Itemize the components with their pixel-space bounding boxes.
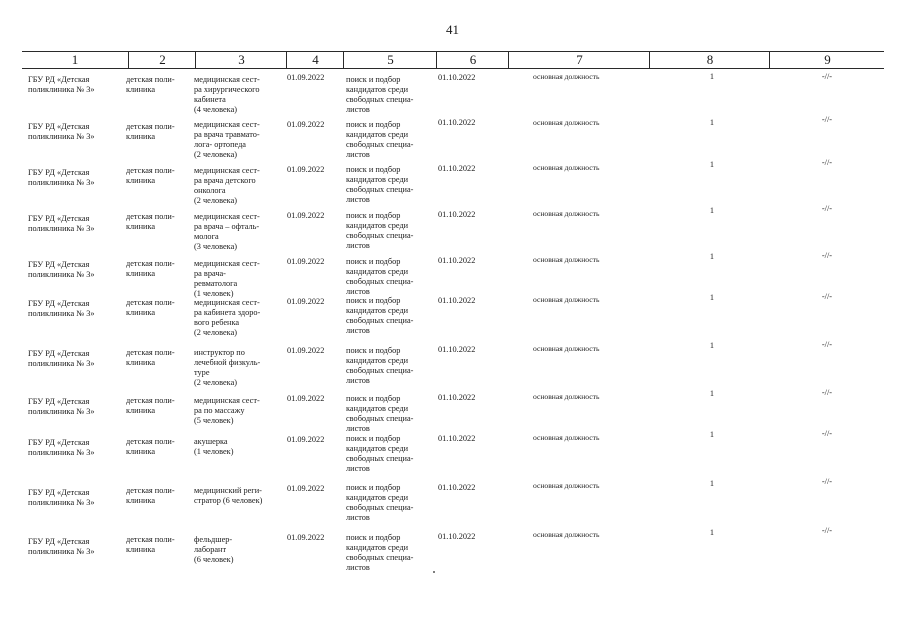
cell-end-date: 01.10.2022 — [438, 118, 476, 127]
cell-activity: поиск и подбор кандидатов среди свободных специа- листов — [346, 120, 414, 159]
cell-job-type: основная должность — [533, 481, 600, 490]
cell-end-date: 01.10.2022 — [438, 296, 476, 305]
cell-note: -//- — [821, 72, 833, 81]
cell-job-type: основная должность — [533, 72, 600, 81]
cell-job-type: основная должность — [533, 295, 600, 304]
cell-end-date: 01.10.2022 — [438, 164, 476, 173]
cell-position: медицинский реги- стратор (6 человек) — [194, 486, 263, 505]
cell-organization: ГБУ РД «Детская поликлиника № 3» — [28, 397, 95, 416]
header-col-5: 5 — [343, 52, 437, 68]
cell-organization: ГБУ РД «Детская поликлиника № 3» — [28, 488, 95, 507]
cell-end-date: 01.10.2022 — [438, 393, 476, 402]
cell-organization: ГБУ РД «Детская поликлиника № 3» — [28, 537, 95, 556]
cell-note: -//- — [821, 115, 833, 124]
cell-note: -//- — [821, 292, 833, 301]
cell-position: медицинская сест- ра по массажу (5 человек) — [194, 396, 260, 425]
cell-start-date: 01.09.2022 — [287, 297, 325, 306]
cell-activity: поиск и подбор кандидатов среди свободных специа- листов — [346, 75, 414, 114]
cell-note: -//- — [821, 204, 833, 213]
cell-count: 1 — [709, 341, 715, 350]
cell-start-date: 01.09.2022 — [287, 73, 325, 82]
cell-count: 1 — [709, 206, 715, 215]
header-col-4: 4 — [286, 52, 344, 68]
cell-position: фельдшер- лаборант (6 человек) — [194, 535, 234, 564]
cell-start-date: 01.09.2022 — [287, 435, 325, 444]
cell-note: -//- — [821, 388, 833, 397]
cell-position: медицинская сест- ра кабинета здоро- вого ребенка (2 человека) — [194, 298, 261, 337]
cell-institution-type: детская поли- клиника — [126, 486, 175, 505]
cell-count: 1 — [709, 72, 715, 81]
cell-start-date: 01.09.2022 — [287, 484, 325, 493]
page-number: 41 — [446, 22, 459, 37]
cell-institution-type: детская поли- клиника — [126, 122, 175, 141]
cell-end-date: 01.10.2022 — [438, 434, 476, 443]
cell-end-date: 01.10.2022 — [438, 532, 476, 541]
cell-institution-type: детская поли- клиника — [126, 396, 175, 415]
cell-end-date: 01.10.2022 — [438, 256, 476, 265]
cell-institution-type: детская поли- клиника — [126, 298, 175, 317]
cell-start-date: 01.09.2022 — [287, 533, 325, 542]
header-col-7: 7 — [508, 52, 650, 68]
cell-count: 1 — [709, 430, 715, 439]
header-col-6: 6 — [436, 52, 509, 68]
cell-activity: поиск и подбор кандидатов среди свободных специа- листов — [346, 296, 414, 335]
cell-position: медицинская сест- ра хирургического кабинета (4 человека) — [194, 75, 260, 114]
cell-position: акушерка (1 человек) — [194, 437, 234, 456]
cell-organization: ГБУ РД «Детская поликлиника № 3» — [28, 75, 95, 94]
cell-institution-type: детская поли- клиника — [126, 75, 175, 94]
cell-count: 1 — [709, 252, 715, 261]
header-col-1: 1 — [71, 52, 79, 67]
cell-count: 1 — [709, 118, 715, 127]
cell-activity: поиск и подбор кандидатов среди свободных специа- листов — [346, 165, 414, 204]
cell-start-date: 01.09.2022 — [287, 257, 325, 266]
cell-institution-type: детская поли- клиника — [126, 535, 175, 554]
cell-note: -//- — [821, 526, 833, 535]
cell-start-date: 01.09.2022 — [287, 394, 325, 403]
cell-job-type: основная должность — [533, 209, 600, 218]
cell-start-date: 01.09.2022 — [287, 165, 325, 174]
cell-position: медицинская сест- ра врача- ревматолога (1 человек) — [194, 259, 260, 298]
cell-end-date: 01.10.2022 — [438, 483, 476, 492]
cell-start-date: 01.09.2022 — [287, 120, 325, 129]
cell-institution-type: детская поли- клиника — [126, 348, 175, 367]
cell-note: -//- — [821, 429, 833, 438]
cell-activity: поиск и подбор кандидатов среди свободных специа- листов — [346, 257, 414, 296]
cell-count: 1 — [709, 293, 715, 302]
cell-job-type: основная должность — [533, 433, 600, 442]
cell-note: -//- — [821, 251, 833, 260]
cell-institution-type: детская поли- клиника — [126, 259, 175, 278]
cell-note: -//- — [821, 477, 833, 486]
cell-start-date: 01.09.2022 — [287, 211, 325, 220]
cell-position: медицинская сест- ра врача детского онколога (2 человека) — [194, 166, 260, 205]
cell-end-date: 01.10.2022 — [438, 345, 476, 354]
cell-organization: ГБУ РД «Детская поликлиника № 3» — [28, 214, 95, 233]
cell-institution-type: детская поли- клиника — [126, 437, 175, 456]
cell-start-date: 01.09.2022 — [287, 346, 325, 355]
header-col-2: 2 — [128, 52, 196, 68]
cell-job-type: основная должность — [533, 255, 600, 264]
cell-note: -//- — [821, 158, 833, 167]
cell-position: инструктор по лечебной физкуль- туре (2 человека) — [194, 348, 261, 387]
header-col-8: 8 — [649, 52, 770, 68]
cell-organization: ГБУ РД «Детская поликлиника № 3» — [28, 168, 95, 187]
cell-count: 1 — [709, 528, 715, 537]
cell-job-type: основная должность — [533, 163, 600, 172]
cell-organization: ГБУ РД «Детская поликлиника № 3» — [28, 122, 95, 141]
cell-position: медицинская сест- ра врача травмато- лога- ортопеда (2 человека) — [194, 120, 260, 159]
cell-end-date: 01.10.2022 — [438, 73, 476, 82]
cell-activity: поиск и подбор кандидатов среди свободных специа- листов — [346, 211, 414, 250]
cell-activity: поиск и подбор кандидатов среди свободных специа- листов — [346, 346, 414, 385]
cell-position: медицинская сест- ра врача – офталь- молога (3 человека) — [194, 212, 260, 251]
cell-organization: ГБУ РД «Детская поликлиника № 3» — [28, 260, 95, 279]
cell-institution-type: детская поли- клиника — [126, 166, 175, 185]
cell-job-type: основная должность — [533, 392, 600, 401]
cell-count: 1 — [709, 479, 715, 488]
header-col-9: 9 — [769, 52, 885, 68]
cell-job-type: основная должность — [533, 118, 600, 127]
cell-count: 1 — [709, 389, 715, 398]
header-col-3: 3 — [195, 52, 287, 68]
cell-note: -//- — [821, 340, 833, 349]
cell-activity: поиск и подбор кандидатов среди свободных специа- листов — [346, 394, 414, 433]
cell-count: 1 — [709, 160, 715, 169]
cell-institution-type: детская поли- клиника — [126, 212, 175, 231]
cell-organization: ГБУ РД «Детская поликлиника № 3» — [28, 349, 95, 368]
cell-organization: ГБУ РД «Детская поликлиника № 3» — [28, 299, 95, 318]
cell-activity: поиск и подбор кандидатов среди свободных специа- листов — [346, 533, 414, 572]
cell-organization: ГБУ РД «Детская поликлиника № 3» — [28, 438, 95, 457]
scan-speck — [433, 571, 435, 573]
cell-job-type: основная должность — [533, 344, 600, 353]
cell-job-type: основная должность — [533, 530, 600, 539]
cell-activity: поиск и подбор кандидатов среди свободных специа- листов — [346, 434, 414, 473]
cell-end-date: 01.10.2022 — [438, 210, 476, 219]
cell-activity: поиск и подбор кандидатов среди свободных специа- листов — [346, 483, 414, 522]
